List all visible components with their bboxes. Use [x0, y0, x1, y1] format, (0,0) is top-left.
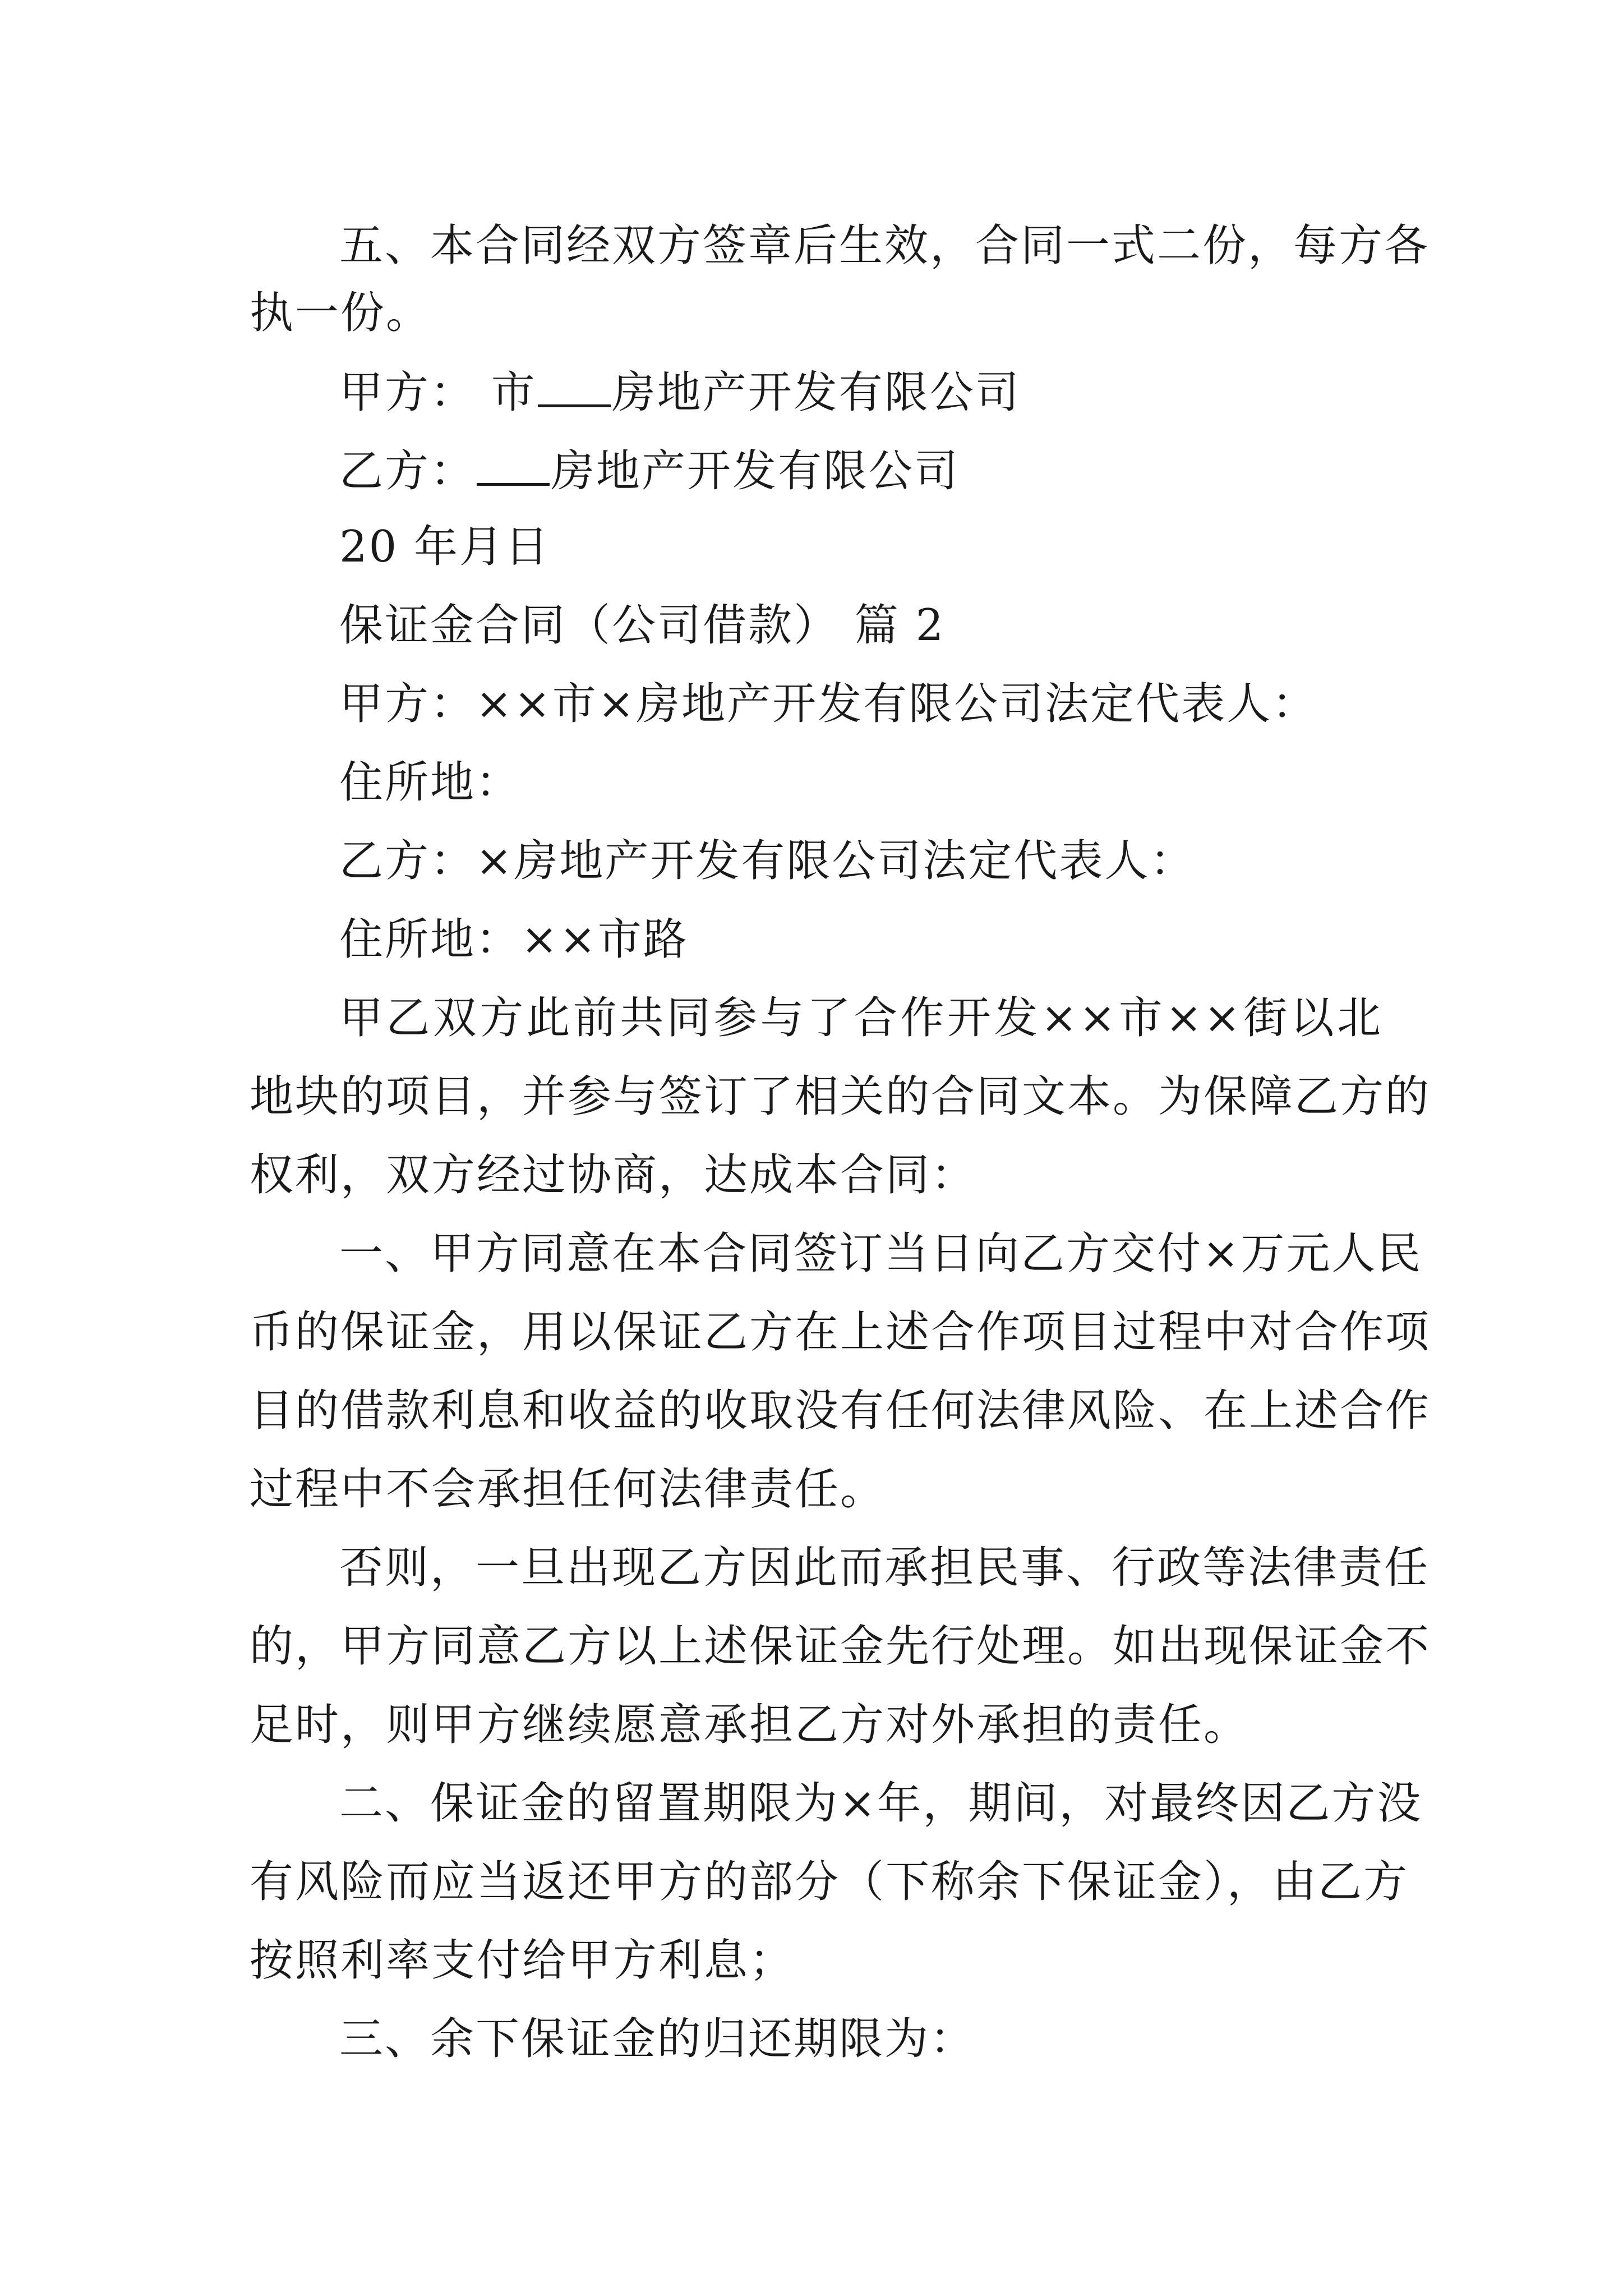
clause-2-line-3: 按照利率支付给甲方利息；	[250, 1935, 795, 1986]
party-a-label: 甲方： 市	[339, 367, 537, 418]
clause-1b-line-3: 足时，则甲方继续愿意承担乙方对外承担的责任。	[250, 1700, 1249, 1750]
party-a-blank	[538, 370, 611, 407]
clause-1-line-2: 币的保证金，用以保证乙方在上述合作项目过程中对合作项	[250, 1307, 1431, 1358]
preamble-line-3: 权利，双方经过协商，达成本合同：	[250, 1150, 977, 1200]
clause-1-line-1: 一、甲方同意在本合同签订当日向乙方交付×万元人民	[339, 1228, 1423, 1279]
party-a-info: 甲方：××市×房地产开发有限公司法定代表人：	[339, 679, 1318, 729]
clause-1-line-4: 过程中不会承担任何法律责任。	[250, 1464, 886, 1515]
party-b-company: 房地产开发有限公司	[551, 446, 960, 496]
party-b-blank	[477, 448, 550, 486]
party-b-label: 乙方：	[339, 446, 476, 496]
date-line: 20 年月日	[339, 522, 551, 572]
clause-2-line-1: 二、保证金的留置期限为×年，期间，对最终因乙方没	[339, 1778, 1423, 1829]
clause-1b-line-1: 否则，一旦出现乙方因此而承担民事、行政等法律责任	[339, 1543, 1430, 1593]
preamble-line-2: 地块的项目，并参与签订了相关的合同文本。为保障乙方的	[250, 1071, 1431, 1122]
clause-2-line-2: 有风险而应当返还甲方的部分（下称余下保证金），由乙方	[250, 1857, 1409, 1907]
clause-3-line-1: 三、余下保证金的归还期限为：	[339, 2014, 976, 2064]
party-a-company: 房地产开发有限公司	[611, 367, 1021, 418]
clause-5-line-1: 五、本合同经双方签章后生效，合同一式二份，每方各	[339, 220, 1430, 271]
section-title: 保证金合同（公司借款） 篇 2	[339, 600, 946, 651]
party-a-signature	[339, 365, 1021, 421]
clause-1-line-3: 目的借款利息和收益的收取没有任何法律风险、在上述合作	[250, 1386, 1431, 1436]
party-a-address: 住所地：	[339, 757, 522, 808]
clause-1b-line-2: 的，甲方同意乙方以上述保证金先行处理。如出现保证金不	[250, 1621, 1431, 1672]
party-b-signature	[339, 443, 960, 499]
party-b-address: 住所地：××市路	[339, 914, 689, 965]
party-b-info: 乙方：×房地产开发有限公司法定代表人：	[339, 836, 1196, 886]
preamble-line-1: 甲乙双方此前共同参与了合作开发××市××街以北	[339, 993, 1382, 1043]
clause-5-line-2: 执一份。	[250, 288, 432, 338]
